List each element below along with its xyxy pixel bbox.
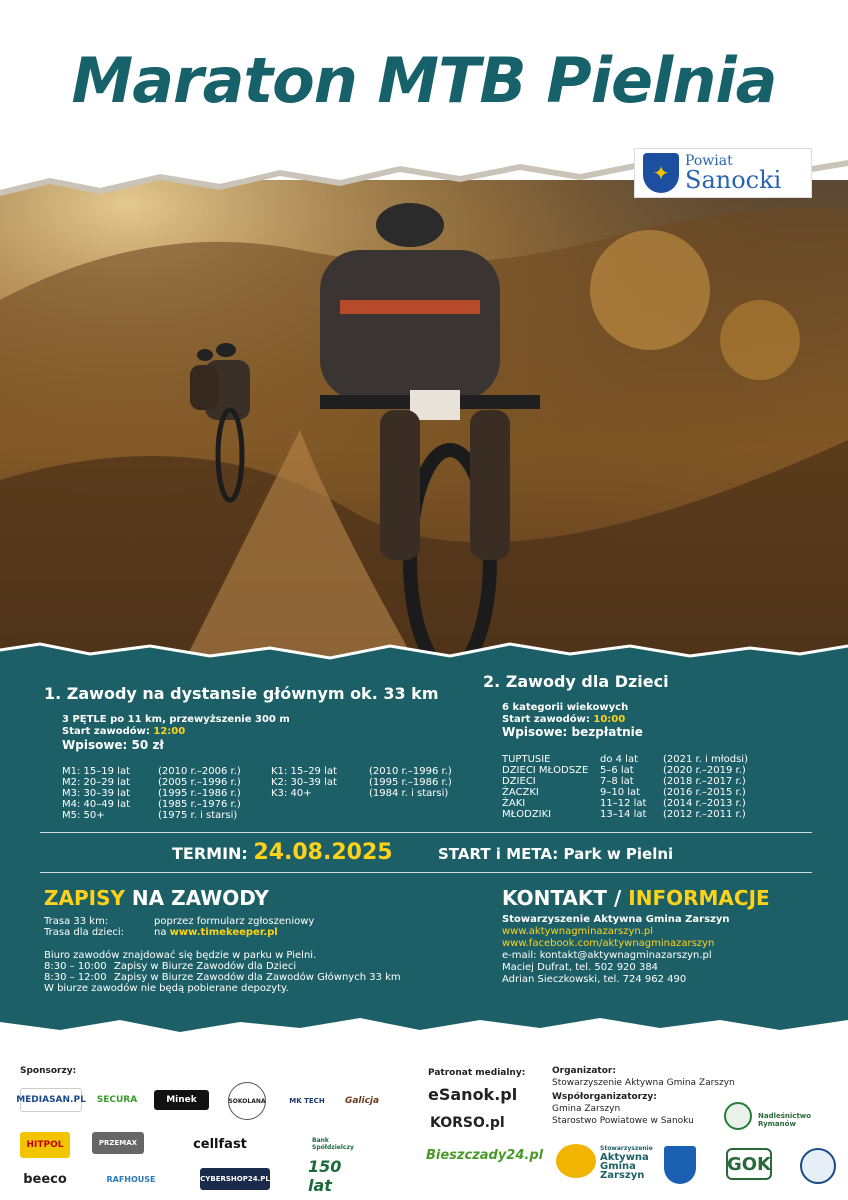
powiat-sanocki-logo: [634, 148, 812, 198]
cat-age: 5–6 lat: [600, 765, 634, 776]
agz-logo-text: Stowarzyszenie Aktywna Gmina Zarszyn: [600, 1145, 653, 1181]
media-esanok: eSanok.pl: [428, 1085, 518, 1104]
cat-years: (2010 r.–2006 r.): [158, 766, 241, 777]
co-organizer-1: Gmina Zarszyn: [552, 1104, 621, 1114]
section1-start-time: 12:00: [153, 726, 186, 737]
cat-name: ŻACZKI: [502, 787, 539, 798]
sponsor-logo: cellfast: [193, 1136, 247, 1152]
cat-name: M2: 20–29 lat: [62, 777, 130, 788]
kids-categories: [502, 754, 748, 820]
divider: [40, 832, 812, 833]
gok-logo: GOK: [726, 1148, 772, 1180]
torn-paper-teal: [0, 640, 848, 670]
contact-person: Maciej Dufrat, tel. 502 920 384: [502, 962, 659, 973]
termin-label: TERMIN:: [172, 844, 248, 863]
www-link[interactable]: www.aktywnagminazarszyn.pl: [502, 926, 654, 937]
cat-name: M1: 15–19 lat: [62, 766, 130, 777]
footer: [0, 1040, 848, 1200]
cat-years: (1985 r.–1976 r.): [158, 799, 241, 810]
kontakt-heading: [502, 886, 770, 910]
deposit-note: W biurze zawodów nie będą pobierane depozyty.: [44, 983, 289, 994]
email-text[interactable]: e-mail: kontakt@aktywnagminazarszyn.pl: [502, 950, 712, 961]
kontakt-info: [502, 914, 730, 986]
coat-of-arms-icon: ✦: [643, 153, 679, 193]
cat-name: DZIECI MŁODSZE: [502, 765, 589, 776]
cat-years: (1984 r. i starsi): [369, 788, 449, 799]
cat-years: (1995 r.–1986 r.): [369, 777, 452, 788]
contact-person: Adrian Sieczkowski, tel. 724 962 490: [502, 974, 687, 985]
media-korso: KORSO.pl: [430, 1115, 505, 1131]
section2-heading: 2. Zawody dla Dzieci: [483, 672, 669, 691]
cat-years: (2012 r.–2011 r.): [663, 809, 746, 820]
sponsor-logo: CYBERSHOP24.PL: [200, 1168, 270, 1190]
cat-years: (1995 r.–1986 r.): [158, 788, 241, 799]
men-categories: [62, 766, 241, 821]
kontakt-heading-b: INFORMACJE: [628, 886, 770, 910]
co-organizer-2: Starostwo Powiatowe w Sanoku: [552, 1116, 694, 1126]
cat-name: K3: 40+: [271, 788, 312, 799]
cat-years: (1975 r. i starsi): [158, 810, 238, 821]
termin-row: [172, 840, 393, 865]
route-label: Trasa dla dzieci:: [44, 927, 124, 938]
timekeeper-link[interactable]: www.timekeeper.pl: [169, 927, 278, 938]
cat-name: MŁODZIKI: [502, 809, 552, 820]
section2-start-time: 10:00: [593, 714, 626, 725]
zapisy-heading-a: ZAPISY: [44, 886, 125, 910]
sponsor-logo: SOKOLANA: [228, 1082, 266, 1120]
section1-fee: Wpisowe: 50 zł: [62, 738, 164, 752]
logo-line1: Powiat: [685, 153, 733, 169]
cat-age: 13–14 lat: [600, 809, 647, 820]
section1-loops: 3 PĘTLE po 11 km, przewyższenie 300 m: [62, 714, 290, 725]
cat-years: (2016 r.–2015 r.): [663, 787, 746, 798]
poster-title: Maraton MTB Pielnia: [71, 44, 777, 117]
sponsor-logo: HITPOL: [20, 1132, 70, 1158]
office-time: 8:30 – 12:00: [44, 972, 107, 983]
cat-age: 9–10 lat: [600, 787, 641, 798]
route-label: Trasa 33 km:: [44, 916, 109, 927]
office-text: Zapisy w Biurze Zawodów dla Zawodów Głównych 33 km: [114, 972, 401, 983]
organizer-label: Organizator:: [552, 1066, 616, 1076]
cat-name: M3: 30–39 lat: [62, 788, 130, 799]
agz-logo-icon: [556, 1144, 596, 1178]
media-bieszczady: Bieszczady24.pl: [426, 1148, 544, 1163]
office-location: Biuro zawodów znajdować się będzie w parku w Pielni.: [44, 950, 317, 961]
women-categories: [271, 766, 452, 799]
sponsor-logo: beeco: [23, 1171, 67, 1187]
start-meta: START i META: Park w Pielni: [438, 845, 674, 863]
cat-years: (2010 r.–1996 r.): [369, 766, 452, 777]
zapisy-heading: [44, 886, 269, 910]
cat-age: do 4 lat: [600, 754, 639, 765]
office-info: [44, 950, 401, 994]
termin-date: 24.08.2025: [253, 840, 393, 865]
sponsor-logo: 150 lat: [308, 1157, 342, 1195]
office-time: 8:30 – 10:00: [44, 961, 107, 972]
cat-years: (2018 r.–2017 r.): [663, 776, 746, 787]
cat-years: (2020 r.–2019 r.): [663, 765, 746, 776]
cat-name: M4: 40–49 lat: [62, 799, 130, 810]
seal-icon: [800, 1148, 836, 1184]
sponsor-logo: MK TECH: [289, 1097, 325, 1105]
nadlesnictwo-name: Nadleśnictwo Rymanów: [758, 1112, 812, 1128]
sponsor-logo: Galicja: [344, 1096, 380, 1106]
cat-name: TUPTUSIE: [502, 754, 551, 765]
info-panel: [0, 660, 848, 1040]
sponsor-logo: RAFHOUSE: [106, 1174, 156, 1184]
route-prefix: na: [154, 927, 170, 938]
cat-name: K1: 15–29 lat: [271, 766, 337, 777]
nadlesnictwo-icon: [724, 1102, 752, 1130]
section2-fee: Wpisowe: bezpłatnie: [502, 725, 643, 739]
cat-name: M5: 50+: [62, 810, 105, 821]
cyclist-photo: [0, 180, 848, 670]
facebook-link[interactable]: www.facebook.com/aktywnagminazarszyn: [502, 938, 715, 949]
section1-start-label: Start zawodów:: [62, 726, 150, 737]
cat-years: (2021 r. i młodsi): [663, 754, 748, 765]
cat-age: 7–8 lat: [600, 776, 634, 787]
section2-count: 6 kategorii wiekowych: [502, 702, 629, 713]
sponsor-logo: Bank Spółdzielczy: [312, 1137, 354, 1151]
sponsor-logo: SECURA: [96, 1095, 138, 1105]
route-value: poprzez formularz zgłoszeniowy: [154, 916, 315, 927]
org-name: Stowarzyszenie Aktywna Gmina Zarszyn: [502, 914, 730, 925]
sponsor-logo: Minek: [154, 1090, 209, 1110]
section2-start-label: Start zawodów:: [502, 714, 590, 725]
cat-age: 11–12 lat: [600, 798, 647, 809]
kontakt-heading-a: KONTAKT /: [502, 886, 629, 910]
zapisy-heading-b: NA ZAWODY: [124, 886, 269, 910]
cat-name: DZIECI: [502, 776, 536, 787]
cat-years: (2014 r.–2013 r.): [663, 798, 746, 809]
divider: [40, 872, 812, 873]
cat-name: K2: 30–39 lat: [271, 777, 337, 788]
sponsors-label: Sponsorzy:: [20, 1066, 77, 1076]
organizer-name: Stowarzyszenie Aktywna Gmina Zarszyn: [552, 1078, 735, 1088]
office-text: Zapisy w Biurze Zawodów dla Dzieci: [114, 961, 297, 972]
gmina-crest-icon: [664, 1146, 696, 1184]
section1-heading: 1. Zawody na dystansie głównym ok. 33 km: [44, 684, 439, 703]
cat-name: ŻAKI: [502, 798, 526, 809]
media-label: Patronat medialny:: [428, 1068, 526, 1078]
sponsor-logo: MEDIASAN.PL: [20, 1088, 82, 1112]
logo-line2: Sanocki: [685, 166, 782, 194]
cat-years: (2005 r.–1996 r.): [158, 777, 241, 788]
zapisy-routes: [44, 916, 314, 938]
co-organizer-label: Współorganizatorzy:: [552, 1092, 657, 1102]
sponsor-logo: PRZEMAX: [92, 1132, 144, 1154]
